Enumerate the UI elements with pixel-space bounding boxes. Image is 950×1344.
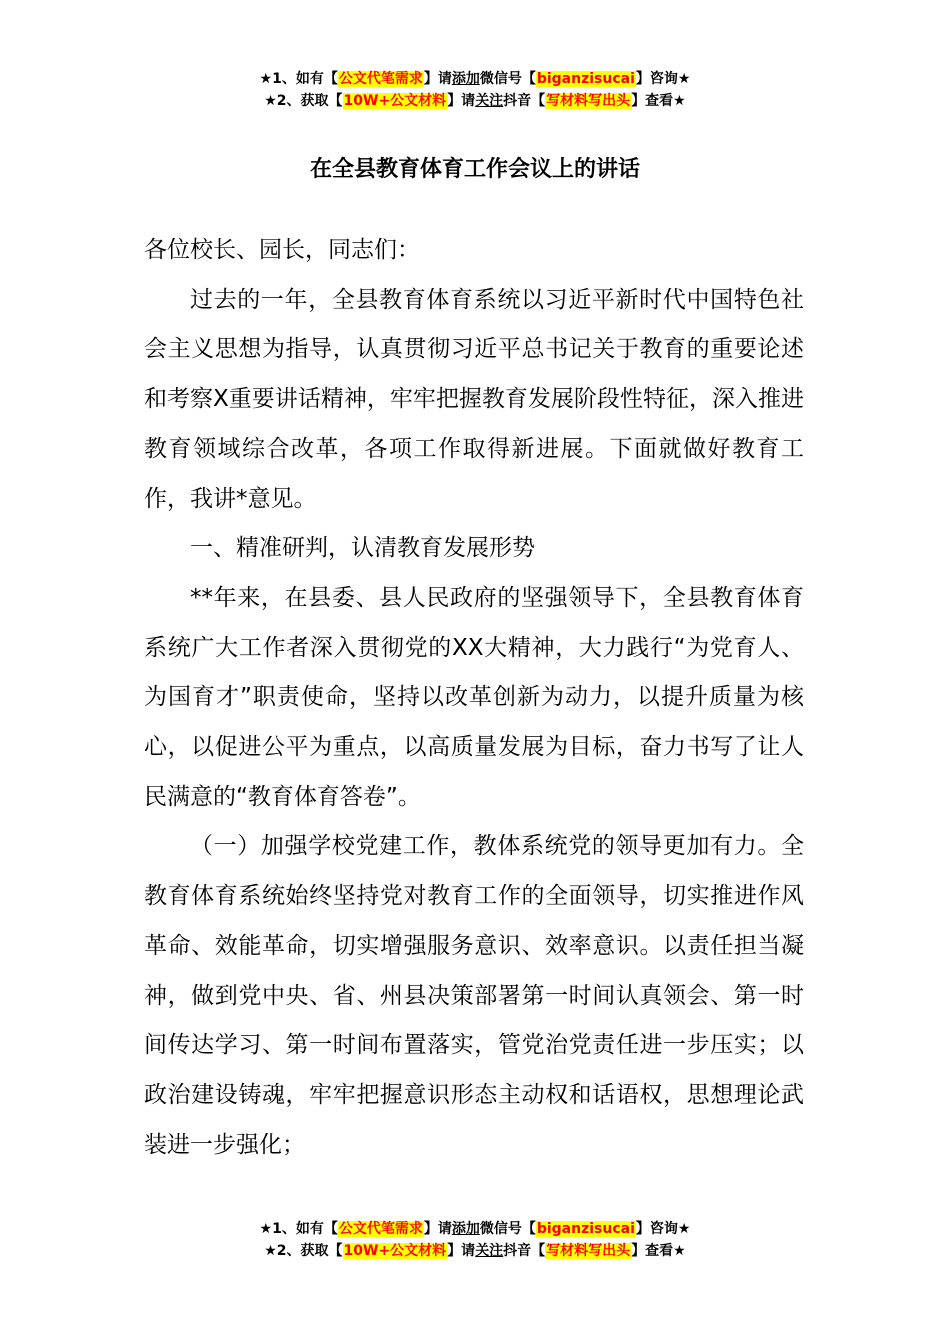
- promo-text: 】请: [447, 93, 476, 109]
- promo-text: 】请: [423, 71, 452, 87]
- promo-line-1: [0, 1218, 950, 1240]
- promo-highlight-wechat-id: biganzisucai: [536, 71, 635, 87]
- promo-line-2: [0, 1240, 950, 1262]
- promo-text: 】查看★: [631, 1243, 686, 1259]
- promo-emphasis: 关注: [475, 93, 504, 109]
- promo-highlight: 10W+公文材料: [343, 93, 447, 109]
- promo-highlight: 公文代笔需求: [338, 1221, 423, 1237]
- promo-emphasis: 关注: [475, 1243, 504, 1259]
- promo-text: 】请: [423, 1221, 452, 1237]
- document-title: 在全县教育体育工作会议上的讲话: [309, 157, 640, 182]
- promo-highlight-douyin-id: 写材料写出头: [546, 93, 631, 109]
- promo-text: 微信号【: [479, 1221, 536, 1237]
- paragraph-intro: 过去的一年，全县教育体育系统以习近平新时代中国特色社会主义思想为指导，认真贯彻习近平总书记关于教育的重要论述和考察X重要讲话精神，牢牢把握教育发展阶段性特征，深入推进教育领域综合改革，各项工作取得新进展。下面就做好教育工作，我讲*意见。: [144, 286, 804, 512]
- promo-highlight-wechat-id: biganzisucai: [536, 1221, 635, 1237]
- promo-highlight-douyin-id: 写材料写出头: [546, 1243, 631, 1259]
- promo-emphasis: 添加: [451, 1221, 480, 1237]
- promo-highlight: 公文代笔需求: [338, 71, 423, 87]
- promo-text: 】请: [447, 1243, 476, 1259]
- promo-highlight: 10W+公文材料: [343, 1243, 447, 1259]
- promo-banner-top: [0, 68, 950, 112]
- promo-line-2: [0, 90, 950, 112]
- paragraph-subsection-1: （一）加强学校党建工作，教体系统党的领导更加有力。全教育体育系统始终坚持党对教育工作的全面领导，切实推进作风革命、效能革命，切实增强服务意识、效率意识。以责任担当凝神，做到党中央、省、州县决策部署第一时间认真领会、第一时间传达学习、第一时间布置落实，管党治党责任进一步压实；以政治建设铸魂，牢牢把握意识形态主动权和话语权，思想理论武装进一步强化；: [144, 833, 804, 1158]
- promo-text: ★2、获取【: [264, 1243, 343, 1259]
- promo-line-1: [0, 68, 950, 90]
- salutation: 各位校长、园长，同志们：: [144, 237, 420, 263]
- promo-text: ★1、如有【: [259, 71, 338, 87]
- promo-text: 抖音【: [503, 93, 546, 109]
- section-heading-1: 一、精准研判，认清教育发展形势: [190, 535, 535, 562]
- promo-text: 】咨询★: [635, 71, 691, 87]
- promo-text: ★1、如有【: [259, 1221, 338, 1237]
- promo-text: 】查看★: [631, 93, 686, 109]
- promo-text: 】咨询★: [635, 1221, 691, 1237]
- promo-text: 抖音【: [503, 1243, 546, 1259]
- document-body: [144, 226, 804, 1170]
- promo-text: ★2、获取【: [264, 93, 343, 109]
- promo-text: 微信号【: [479, 71, 536, 87]
- promo-banner-bottom: [0, 1218, 950, 1262]
- paragraph-overview: **年来，在县委、县人民政府的坚强领导下，全县教育体育系统广大工作者深入贯彻党的XX大精神，大力践行“为党育人、为国育才”职责使命，坚持以改革创新为动力，以提升质量为核心，以促进公平为重点，以高质量发展为目标，奋力书写了让人民满意的“教育体育答卷”。: [144, 584, 804, 810]
- promo-emphasis: 添加: [451, 71, 480, 87]
